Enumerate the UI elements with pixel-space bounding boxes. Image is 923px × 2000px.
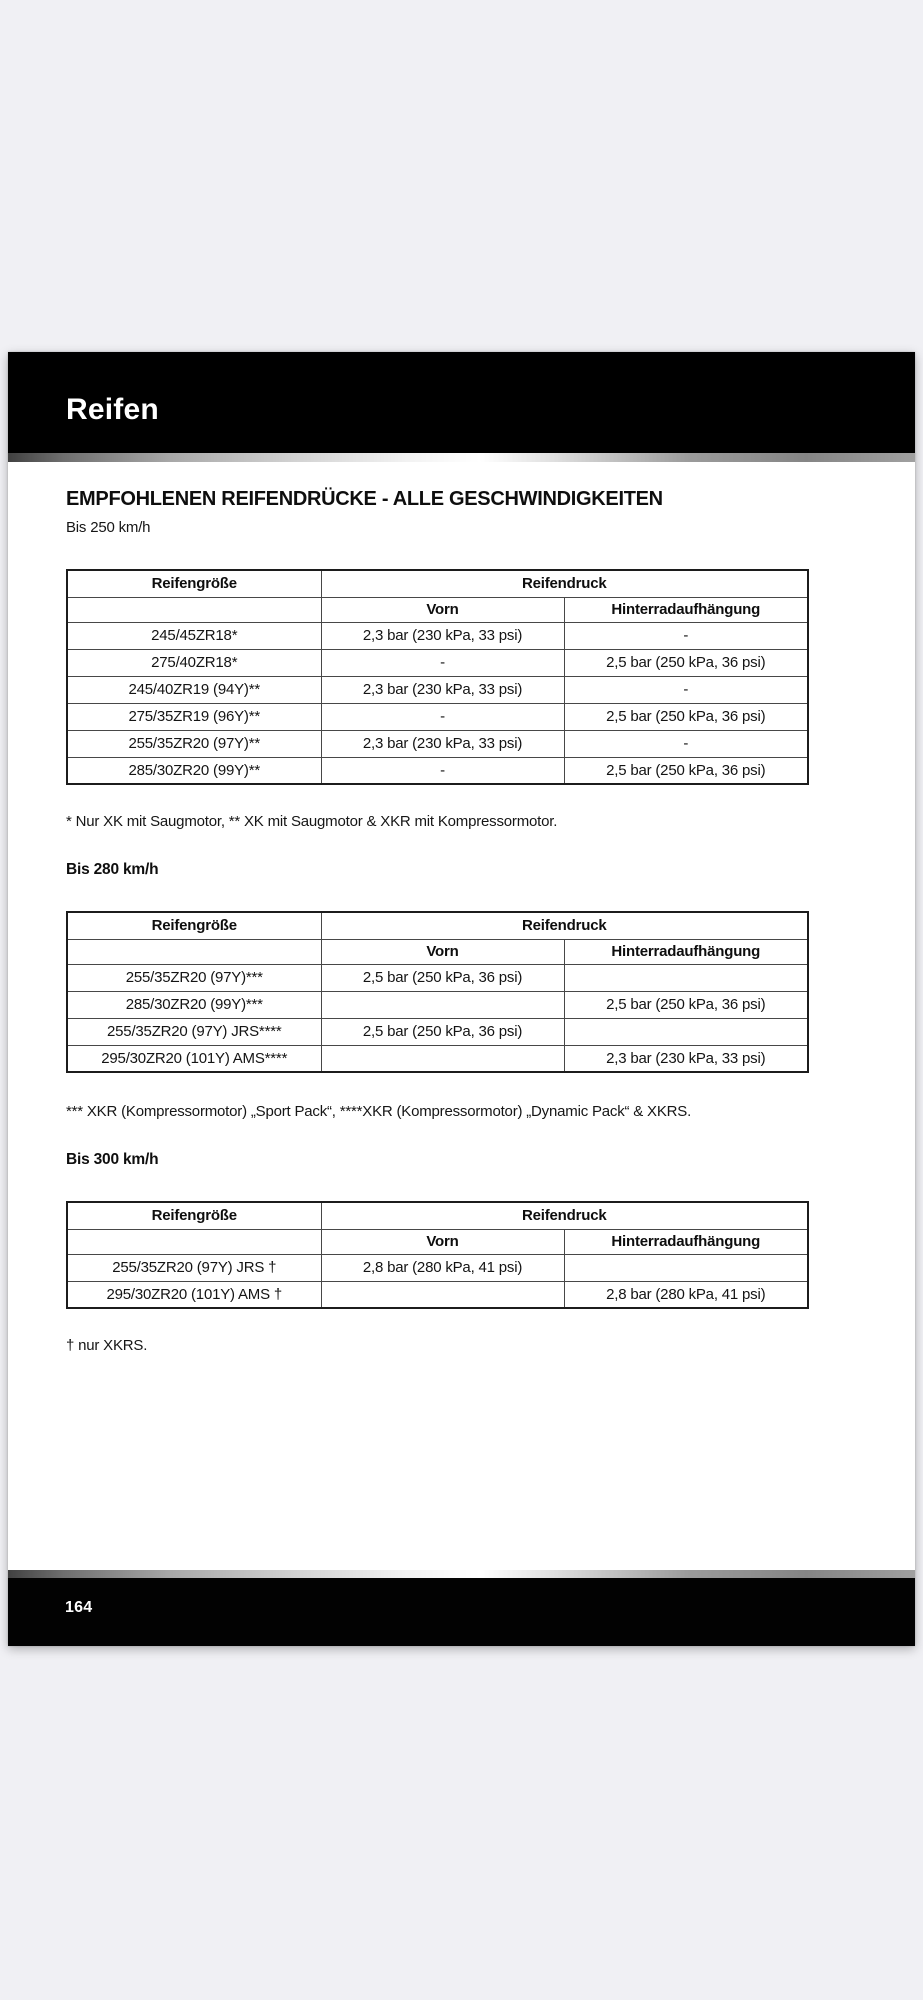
tire-pressure-table-280 [66, 911, 809, 1073]
table-header-row [67, 570, 808, 597]
tire-row [67, 649, 808, 676]
tire-size-cell: 295/30ZR20 (101Y) AMS**** [67, 1045, 321, 1072]
table-subheader-row [67, 1229, 808, 1254]
tire-row [67, 622, 808, 649]
size-header-cell: Reifengröße [67, 570, 321, 597]
footnote-280: *** XKR (Kompressormotor) „Sport Pack“, ****XKR (Kompressormotor) „Dynamic Pack“ & XKRS. [66, 1103, 692, 1120]
tire-size-cell: 255/35ZR20 (97Y)*** [67, 964, 321, 991]
pressure-header-cell: Reifendruck [321, 570, 808, 597]
front-pressure-cell [321, 991, 564, 1018]
front-header-cell: Vorn [321, 597, 564, 622]
rear-pressure-cell: - [564, 730, 808, 757]
tire-row [67, 703, 808, 730]
front-header-cell: Vorn [321, 939, 564, 964]
tire-row [67, 964, 808, 991]
rear-header-cell: Hinterradaufhängung [564, 939, 808, 964]
tire-row [67, 1018, 808, 1045]
size-header-cell: Reifengröße [67, 912, 321, 939]
front-pressure-cell: 2,5 bar (250 kPa, 36 psi) [321, 1018, 564, 1045]
footnote-300: † nur XKRS. [66, 1337, 148, 1354]
speed-heading-250: Bis 250 km/h [66, 519, 151, 536]
pressure-header-cell: Reifendruck [321, 912, 808, 939]
tire-size-cell: 275/40ZR18* [67, 649, 321, 676]
rear-header-cell: Hinterradaufhängung [564, 1229, 808, 1254]
speed-heading-300: Bis 300 km/h [66, 1151, 159, 1168]
tire-row [67, 1045, 808, 1072]
tire-size-cell: 245/40ZR19 (94Y)** [67, 676, 321, 703]
tire-size-cell: 285/30ZR20 (99Y)** [67, 757, 321, 784]
rear-pressure-cell: 2,8 bar (280 kPa, 41 psi) [564, 1281, 808, 1308]
tire-size-cell: 255/35ZR20 (97Y)** [67, 730, 321, 757]
tire-size-cell: 295/30ZR20 (101Y) AMS † [67, 1281, 321, 1308]
front-pressure-cell: 2,3 bar (230 kPa, 33 psi) [321, 622, 564, 649]
page-content [8, 462, 915, 1570]
tire-pressure-table-250 [66, 569, 809, 785]
front-header-cell: Vorn [321, 1229, 564, 1254]
tire-row [67, 991, 808, 1018]
rear-pressure-cell: 2,5 bar (250 kPa, 36 psi) [564, 757, 808, 784]
rear-pressure-cell [564, 1018, 808, 1045]
tire-row [67, 730, 808, 757]
speed-heading-280: Bis 280 km/h [66, 861, 159, 878]
footnote-250: * Nur XK mit Saugmotor, ** XK mit Saugmotor & XKR mit Kompressormotor. [66, 813, 558, 830]
front-pressure-cell: 2,8 bar (280 kPa, 41 psi) [321, 1254, 564, 1281]
rear-pressure-cell: - [564, 622, 808, 649]
pressure-header-cell: Reifendruck [321, 1202, 808, 1229]
tire-size-cell: 275/35ZR19 (96Y)** [67, 703, 321, 730]
manual-page [8, 352, 915, 1646]
front-pressure-cell: - [321, 757, 564, 784]
rear-header-cell: Hinterradaufhängung [564, 597, 808, 622]
rear-pressure-cell: 2,3 bar (230 kPa, 33 psi) [564, 1045, 808, 1072]
front-pressure-cell: 2,3 bar (230 kPa, 33 psi) [321, 676, 564, 703]
rear-pressure-cell [564, 1254, 808, 1281]
tire-size-cell: 255/35ZR20 (97Y) JRS † [67, 1254, 321, 1281]
table-header-row [67, 912, 808, 939]
tire-row [67, 1254, 808, 1281]
front-pressure-cell: - [321, 703, 564, 730]
rear-pressure-cell: 2,5 bar (250 kPa, 36 psi) [564, 649, 808, 676]
empty-cell [67, 597, 321, 622]
chapter-header-bar [8, 352, 915, 453]
tire-size-cell: 285/30ZR20 (99Y)*** [67, 991, 321, 1018]
page-footer-bar [8, 1578, 915, 1646]
metal-divider-top [8, 453, 915, 462]
page-number: 164 [65, 1599, 93, 1616]
table-subheader-row [67, 597, 808, 622]
tire-row [67, 1281, 808, 1308]
tire-row [67, 676, 808, 703]
front-pressure-cell [321, 1045, 564, 1072]
front-pressure-cell [321, 1281, 564, 1308]
chapter-title: Reifen [66, 392, 159, 426]
metal-divider-bottom [8, 1570, 915, 1578]
tire-row [67, 757, 808, 784]
rear-pressure-cell: 2,5 bar (250 kPa, 36 psi) [564, 703, 808, 730]
tire-size-cell: 245/45ZR18* [67, 622, 321, 649]
front-pressure-cell: 2,5 bar (250 kPa, 36 psi) [321, 964, 564, 991]
front-pressure-cell: 2,3 bar (230 kPa, 33 psi) [321, 730, 564, 757]
table-header-row [67, 1202, 808, 1229]
table-subheader-row [67, 939, 808, 964]
tire-size-cell: 255/35ZR20 (97Y) JRS**** [67, 1018, 321, 1045]
size-header-cell: Reifengröße [67, 1202, 321, 1229]
empty-cell [67, 939, 321, 964]
rear-pressure-cell: 2,5 bar (250 kPa, 36 psi) [564, 991, 808, 1018]
section-title: EMPFOHLENEN REIFENDRÜCKE - ALLE GESCHWINDIGKEITEN [66, 488, 663, 510]
rear-pressure-cell: - [564, 676, 808, 703]
rear-pressure-cell [564, 964, 808, 991]
empty-cell [67, 1229, 321, 1254]
tire-pressure-table-300 [66, 1201, 809, 1309]
front-pressure-cell: - [321, 649, 564, 676]
